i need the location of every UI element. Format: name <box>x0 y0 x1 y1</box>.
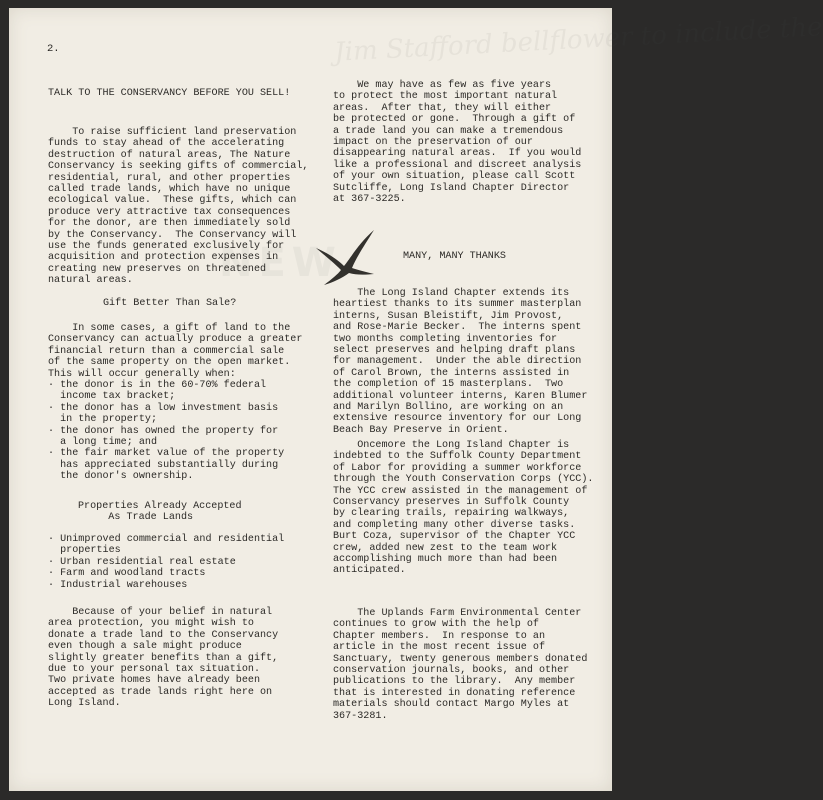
gift-vs-sale-paragraph: In some cases, a gift of land to the Conservancy can actually produce a greater financial return than a commercial sale of the same property on the open market. This will occur generally when: · the donor is in the 60-70% federal income tax bracket; · the donor has a low investment basis in the property; · the donor has owned the property for a long time; and · the fair market value of the property has appreciated substantially during the donor's ownership. <box>48 323 303 483</box>
interns-thanks-paragraph: The Long Island Chapter extends its heartiest thanks to its summer masterplan interns, Susan Bleistift, Jim Provost, and Rose-Marie Becker. The interns spent two months completing inventories for select preserves and helping draft plans for management. Under the able direction of Carol Brown, the interns assisted in the completion of 15 masterplans. Two additional volunteer interns, Karen Blumer and Marilyn Bollino, are working on an extensive resource inventory for our Long Beach Bay Preserve in Orient. <box>333 288 588 436</box>
accepted-properties-list: · Unimproved commercial and residential properties · Urban residential real estate · Farm and woodland tracts · Industrial warehouses <box>48 534 285 591</box>
properties-accepted-heading: Properties Already Accepted As Trade Lands <box>78 501 242 524</box>
newsletter-page <box>9 8 823 791</box>
page-number: 2. <box>47 43 60 55</box>
belief-paragraph: Because of your belief in natural area protection, you might wish to donate a trade land to the Conservancy even though a sale might produce slightly greater benefits than a gift, due to your personal tax situation. Two private homes have already been accepted as trade lands right here on Long Island. <box>48 607 279 710</box>
trade-lands-intro: To raise sufficient land preservation funds to stay ahead of the accelerating destruction of natural areas, The Nature Conservancy is seeking gifts of commercial, residential, rural, and other properties called trade lands, which have no unique ecological value. These gifts, which can produce very attractive tax consequences for the donor, are then immediately sold by the Conservancy. The Conservancy will use the funds generated exclusively for acquisition and protection expenses in creating new preserves on threatened natural areas. <box>48 127 309 287</box>
gift-better-than-sale-heading: Gift Better Than Sale? <box>103 298 237 309</box>
many-thanks-heading: MANY, MANY THANKS <box>403 251 506 262</box>
uplands-farm-paragraph: The Uplands Farm Environmental Center continues to grow with the help of Chapter members. In response to an article in the most recent issue of Sanctuary, twenty generous members donated conservation journals, books, and other publications to the library. Any member that is interested in donating reference materials should contact Margo Myles at 367-3281. <box>333 608 588 722</box>
continuation-paragraph: We may have as few as five years to protect the most important natural areas. After that, they will either be protected or gone. Through a gift of a trade land you can make a tremendous impact on the preservation of our disappearing natural areas. If you would like a professional and discreet analysis of your own situation, please call Scott Sutcliffe, Long Island Chapter Director at 367-3225. <box>333 80 582 206</box>
suffolk-ycc-paragraph: Oncemore the Long Island Chapter is indebted to the Suffolk County Department of Labor for providing a summer workforce through the Youth Conservation Corps (YCC). The YCC crew assisted in the management of Conservancy preserves in Suffolk County by clearing trails, repairing walkways, and completing many other diverse tasks. Burt Coza, supervisor of the Chapter YCC crew, added new zest to the team work accomplishing much more than had been anticipated. <box>333 440 594 577</box>
bleed-through-masthead: NEW <box>219 240 342 286</box>
swallow-bird-illustration <box>314 228 376 286</box>
left-heading: TALK TO THE CONSERVANCY BEFORE YOU SELL! <box>48 88 291 99</box>
bleed-through-handwriting: Jim Stafford bellflower to include the <box>333 12 823 68</box>
